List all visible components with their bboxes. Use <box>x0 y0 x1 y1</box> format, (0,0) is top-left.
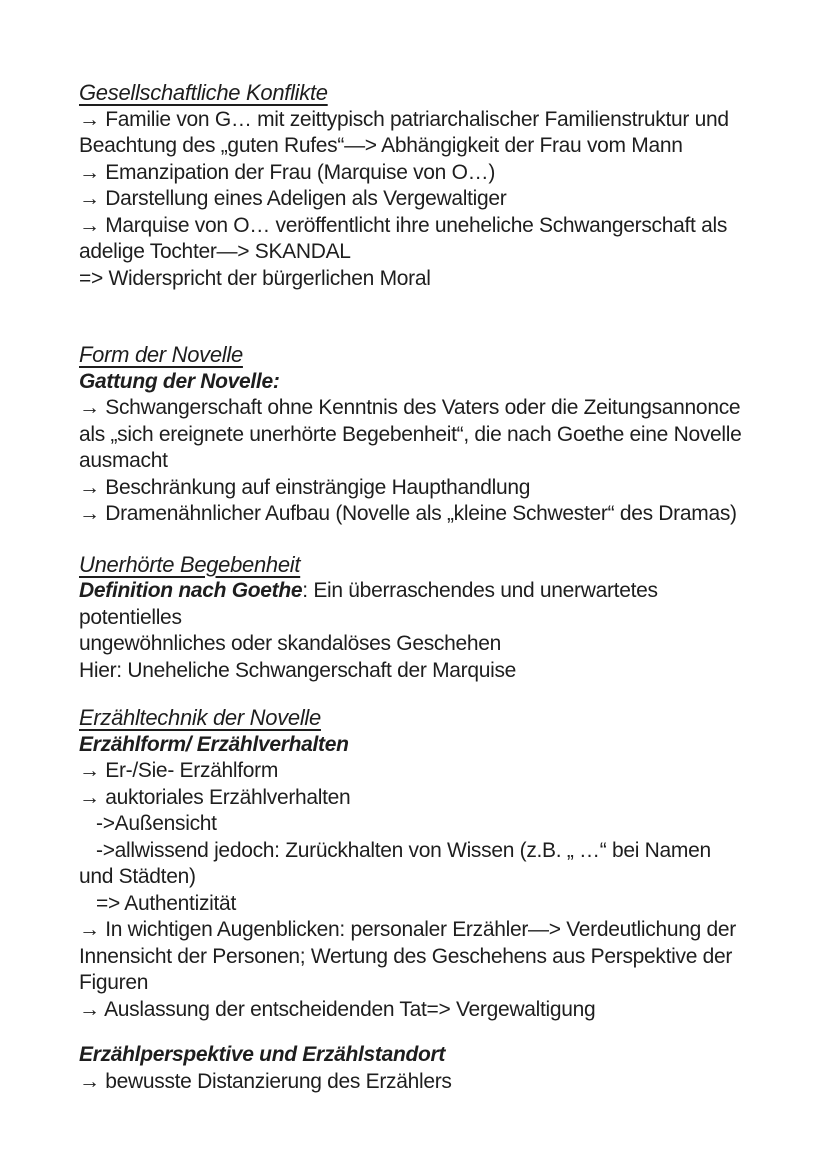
definition-rest: : Ein überraschendes und unerwartetes potentielles <box>79 579 658 629</box>
text-line: adelige Tochter—> SKANDAL <box>79 240 351 263</box>
section-heading: Gesellschaftliche Konflikte <box>79 80 328 105</box>
text-line: → Dramenähnlicher Aufbau (Novelle als „kleine Schwester“ des Dramas) <box>79 502 737 525</box>
text-line: → Schwangerschaft ohne Kenntnis des Vaters oder die Zeitungsannonce <box>79 396 741 419</box>
section-heading: Erzähltechnik der Novelle <box>79 705 321 730</box>
text-line: => Authentizität <box>96 891 236 915</box>
text-line: → Marquise von O… veröffentlicht ihre uneheliche Schwangerschaft als <box>79 213 728 237</box>
text-line: Beachtung des „guten Rufes“—> Abhängigkeit der Frau vom Mann <box>79 134 683 157</box>
text-line <box>79 578 758 631</box>
text-line: => Widerspricht der bürgerlichen Moral <box>79 266 431 290</box>
definition-lead: Definition nach Goethe <box>79 579 303 602</box>
text-line: als „sich ereignete unerhörte Begebenheit“, die nach Goethe eine Novelle <box>79 422 742 446</box>
section-erzaehlperspektive <box>79 1042 758 1095</box>
text-line: → bewusste Distanzierung des Erzählers <box>79 1069 452 1093</box>
text-line: Figuren <box>79 971 149 994</box>
text-line: ->Außensicht <box>96 812 217 835</box>
text-line: → Darstellung eines Adeligen als Vergewaltiger <box>79 187 507 210</box>
section-erzaehltechnik-der-novelle <box>79 705 758 1023</box>
section-gesellschaftliche-konflikte <box>79 80 758 292</box>
section-heading: Form der Novelle <box>79 342 243 367</box>
section-subheading: Erzählform/ Erzählverhalten <box>79 732 349 756</box>
text-line: → Er-/Sie- Erzählform <box>79 759 279 782</box>
text-line: → auktoriales Erzählverhalten <box>79 785 351 809</box>
section-heading: Unerhörte Begebenheit <box>79 551 301 577</box>
text-line: und Städten) <box>79 865 196 888</box>
section-form-der-novelle <box>79 342 758 528</box>
text-line: → Auslassung der entscheidenden Tat=> Vergewaltigung <box>79 997 596 1021</box>
text-line: ungewöhnliches oder skandalöses Geschehen <box>79 632 501 655</box>
section-subheading: Erzählperspektive und Erzählstandort <box>79 1043 446 1066</box>
text-line: ausmacht <box>79 449 168 472</box>
section-unerhoerte-begebenheit <box>79 552 758 685</box>
text-line: Hier: Uneheliche Schwangerschaft der Marquise <box>79 658 517 682</box>
text-line: ->allwissend jedoch: Zurückhalten von Wissen (z.B. „ …“ bei Namen <box>96 838 711 862</box>
text-line: Innensicht der Personen; Wertung des Geschehens aus Perspektive der <box>79 944 733 968</box>
text-line: → In wichtigen Augenblicken: personaler Erzähler—> Verdeutlichung der <box>79 918 736 941</box>
text-line: → Beschränkung auf einsträngige Haupthandlung <box>79 475 531 499</box>
text-line: → Emanzipation der Frau (Marquise von O…) <box>79 160 496 184</box>
section-subheading: Gattung der Novelle: <box>79 369 280 393</box>
text-line: → Familie von G… mit zeittypisch patriarchalischer Familienstruktur und <box>79 107 729 131</box>
